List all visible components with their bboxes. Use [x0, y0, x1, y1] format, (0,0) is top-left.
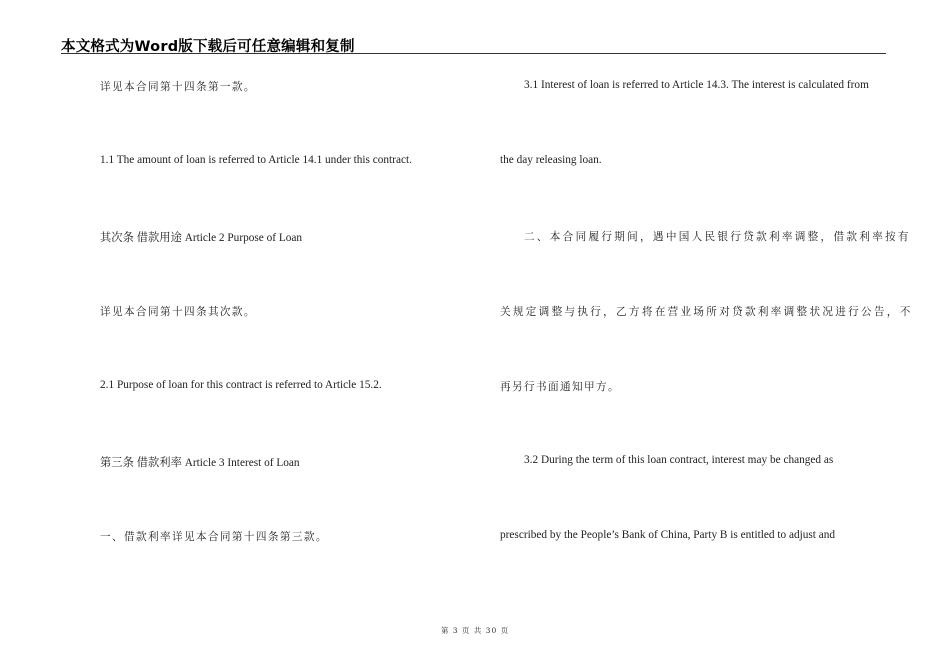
header-divider: [61, 53, 886, 54]
left-line-6: 第三条 借款利率 Article 3 Interest of Loan: [100, 457, 300, 469]
left-line-2: 1.1 The amount of loan is referred to Article 14.1 under this contract.: [100, 154, 412, 166]
right-line-6: 3.2 During the term of this loan contract, interest may be changed as: [524, 454, 834, 466]
right-line-2: the day releasing loan.: [500, 154, 602, 166]
left-line-7: 一、借款利率详见本合同第十四条第三款。: [100, 531, 328, 543]
right-line-5: 再另行书面通知甲方。: [500, 381, 620, 393]
right-line-1: 3.1 Interest of loan is referred to Article 14.3. The interest is calculated from: [524, 79, 869, 91]
right-line-7: prescribed by the People’s Bank of China, Party B is entitled to adjust and: [500, 529, 836, 541]
page-number-footer: 第 3 页 共 30 页: [440, 626, 510, 635]
document-header-title: 本文格式为Word版下载后可任意编辑和复制: [61, 39, 355, 55]
left-line-1: 详见本合同第十四条第一款。: [100, 81, 256, 93]
right-line-3: 二、本合同履行期间，遇中国人民银行贷款利率调整，借款利率按有: [524, 231, 911, 243]
right-line-4: 关规定调整与执行，乙方将在营业场所对贷款利率调整状况进行公告，不: [500, 306, 913, 318]
left-line-5: 2.1 Purpose of loan for this contract is referred to Article 15.2.: [100, 379, 382, 391]
left-line-3: 其次条 借款用途 Article 2 Purpose of Loan: [100, 232, 303, 244]
left-line-4: 详见本合同第十四条其次款。: [100, 306, 256, 318]
